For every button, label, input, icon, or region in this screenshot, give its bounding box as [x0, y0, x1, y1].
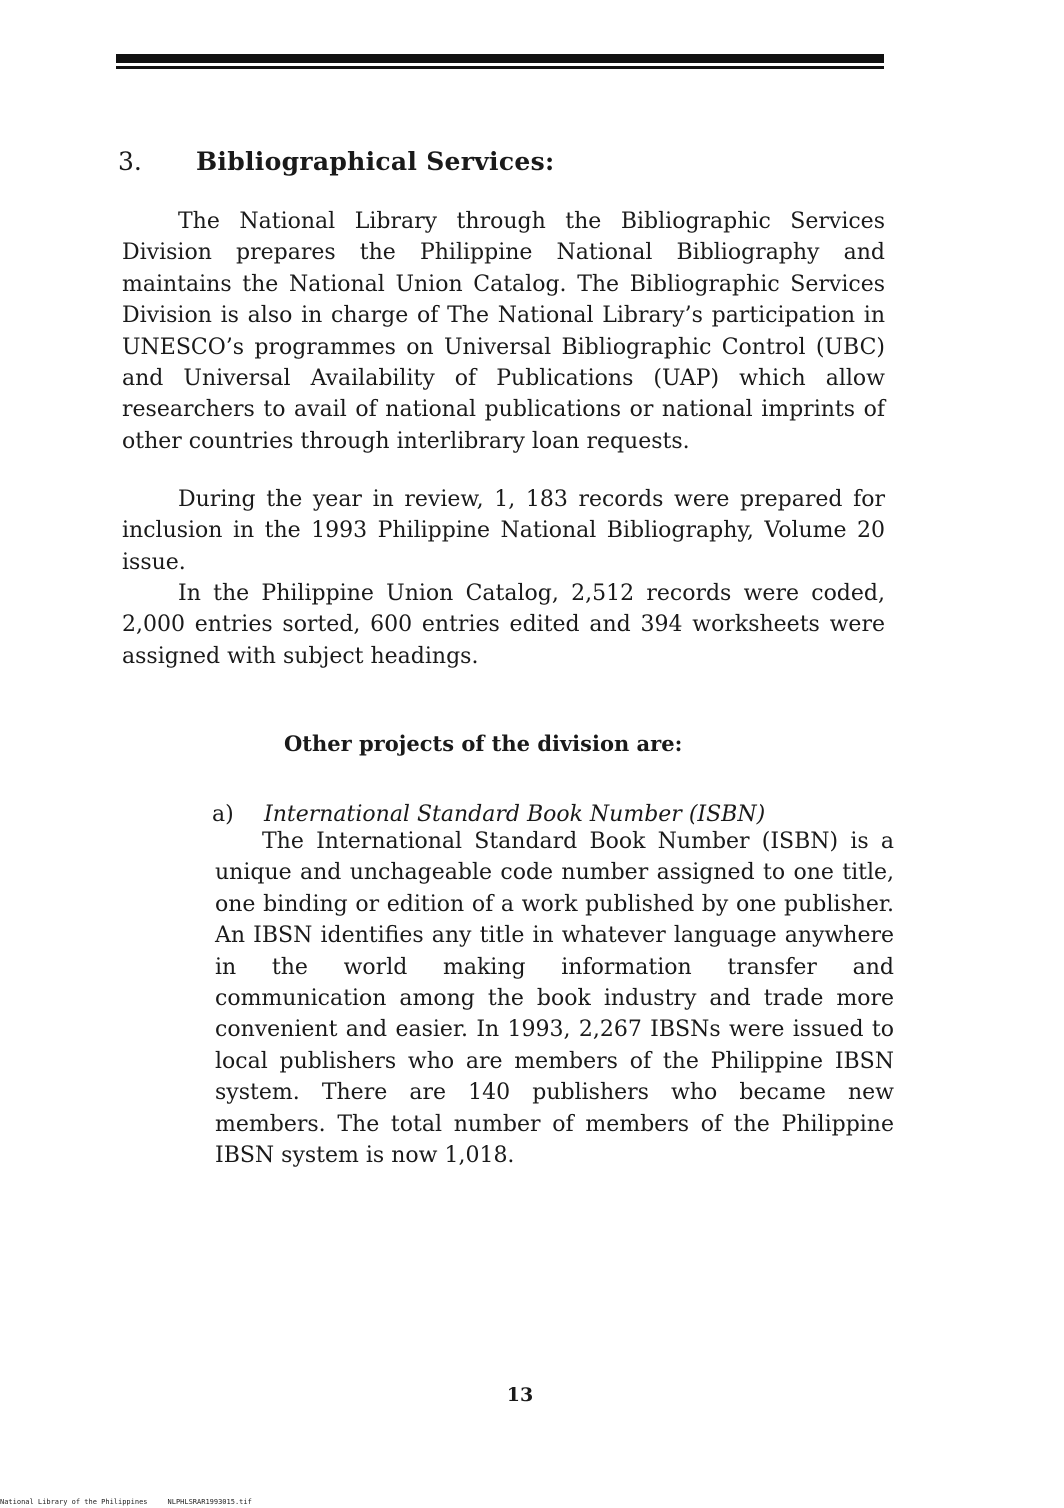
projects-subheading: Other projects of the division are: — [284, 731, 683, 756]
item-label: a) — [212, 802, 234, 827]
section-title: Bibliographical Services: — [196, 147, 555, 176]
section-number: 3. — [118, 147, 142, 176]
paragraph-union-catalog: In the Philippine Union Catalog, 2,512 records were coded, 2,000 entries sorted, 600 entries edited and 394 worksheets were assigned with subject headings. — [122, 581, 885, 669]
paragraph-intro: The National Library through the Bibliographic Services Division prepares the Philippine National Bibliography and maintains the National Union Catalog. The Bibliographic Services Division is also in charge of The National Library’s participation in UNESCO’s programmes on Universal Bibliographic Control (UBC) and Universal Availability of Publications (UAP) which allow researchers to avail of national publications or national imprints of other countries through interlibrary loan requests. — [122, 209, 885, 454]
scan-footer — [0, 1498, 252, 1507]
scan-file: NLPHLSRAR1993015.tif — [167, 1498, 252, 1506]
paragraph-records: During the year in review, 1, 183 records were prepared for inclusion in the 1993 Philippine National Bibliography, Volume 20 issue. — [122, 487, 885, 575]
header-rule-thin — [116, 66, 884, 69]
header-rule-thick — [116, 54, 884, 63]
page-number: 13 — [506, 1384, 534, 1406]
section-heading — [118, 146, 555, 178]
scan-source: National Library of the Philippines — [0, 1498, 148, 1506]
item-body: The International Standard Book Number (ISBN) is a unique and unchageable code number assigned to one title, one binding or edition of a work published by one publisher. An IBSN identifies any title in whatever language anywhere in the world making information transfer and communication among the book industry and trade more convenient and easier. In 1993, 2,267 IBSNs were issued to local publishers who are members of the Philippine IBSN system. There are 140 publishers who became new members. The total number of members of the Philippine IBSN system is now 1,018. — [215, 829, 894, 1169]
item-title: International Standard Book Number (ISBN) — [264, 802, 766, 827]
